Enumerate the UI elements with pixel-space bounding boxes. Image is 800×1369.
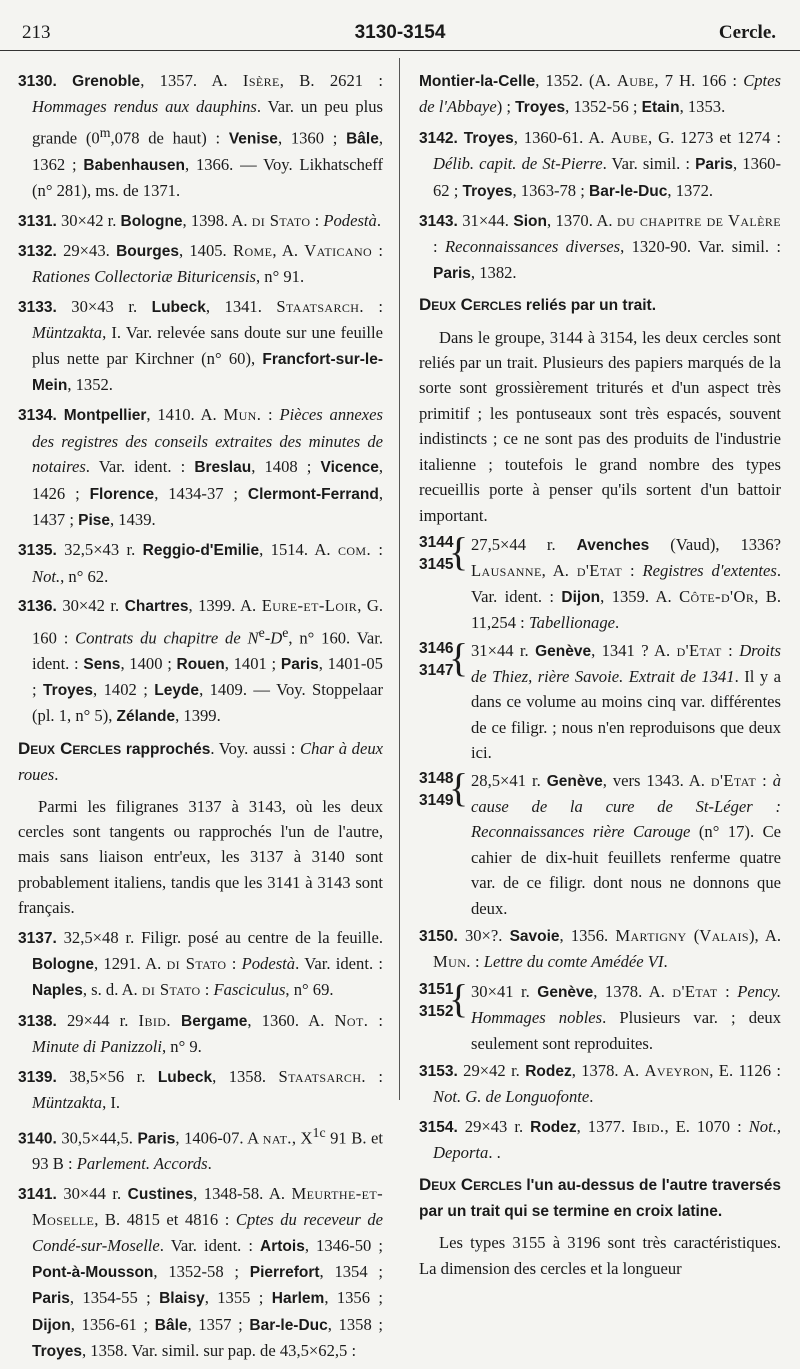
section-title: Cercle. xyxy=(718,22,776,43)
entry-3137: 3137. 32,5×48 r. Filigr. posé au centre de la feuille. Bologne, 1291. A. di Stato : Podestà. Var. ident. : Naples, s. d. A. di Stato : Fasciculus, n° 69. xyxy=(18,927,383,1000)
entry-3150: 3150. 30×?. Savoie, 1356. Martigny (Valais), A. Mun. : Lettre du comte Amédée VI. xyxy=(419,926,781,972)
entry-3142: 3142. Troyes, 1360-61. A. Aube, G. 1273 et 1274 : Délib. capit. de St-Pierre. Var. simil. : Paris, 1360-62 ; Troyes, 1363-78 ; Bar-le-Duc, 1372. xyxy=(419,127,781,200)
section-heading-rapproches: Deux Cercles rapprochés. Voy. aussi : Char à deux roues. xyxy=(18,738,383,785)
entry-3131: 3131. 30×42 r. Bologne, 1398. A. di Stato : Podestà. xyxy=(18,210,381,230)
page-header xyxy=(0,14,800,51)
entry-3139: 3139. 38,5×56 r. Lubeck, 1358. Staatsarch. : Müntzakta, I. xyxy=(18,1066,383,1113)
entry-3144-3145: 3144 3145 { 27,5×44 r. Avenches (Vaud), 1336? Lausanne, A. d'Etat : Registres d'extentes. Var. ident. : Dijon, 1359. A. Côte-d'Or, B. 11,254 : Tabellionage. xyxy=(419,528,782,633)
entry-3138: 3138. 29×44 r. Ibid. Bergame, 1360. A. Not. : Minute di Panizzoli, n° 9. xyxy=(18,1010,384,1057)
entry-3132: 3132. 29×43. Bourges, 1405. Rome, A. Vaticano : Rationes Collectoriæ Bituricensis, n° 91. xyxy=(18,240,383,287)
entry-3148-3149: 3148 3149 { 28,5×41 r. Genève, vers 1343. A. d'Etat : à cause de la cure de St-Léger : Reconnaissances rière Carouge (n° 17). Ce cahier de dix-huit feuillets renferme quatre var. de ce filigr. dont nous ne donnons que deux. xyxy=(419,764,782,918)
entry-3136: 3136. 30×42 r. Chartres, 1399. A. Eure-et-Loir, G. 160 : Contrats du chapitre de $N^e-De$, n° 160. Var. ident. : Sens, 1400 ; Rouen, 1401 ; Paris, 1401-05 ; Troyes, 1402 ; Leyde, 1409. — Voy. Stoppelaar (pl. 1, n° 5), Zélande, 1399. xyxy=(18,596,383,726)
page-number: 213 xyxy=(22,22,51,43)
intro-paragraph-croix-latine: Les types 3155 à 3196 sont très caractéristiques. La dimension des cercles et la longueur xyxy=(419,1233,781,1278)
column-divider xyxy=(399,58,400,1100)
entry-3134: 3134. Montpellier, 1410. A. Mun. : Pièces annexes des registres des conseils extraites des minutes de notaires. Var. ident. : Breslau, 1408 ; Vicence, 1426 ; Florence, 1434-37 ; Clermont-Ferrand, 1437 ; Pise, 1439. xyxy=(18,405,383,530)
entry-3133: 3133. 30×43 r. Lubeck, 1341. Staatsarch. : Müntzakta, I. Var. relevée sans doute sur une feuille plus nette par Kirchner (n° 60), Francfort-sur-le-Mein, 1352. xyxy=(18,296,384,394)
entry-3146-3147: 3146 3147 { 31×44 r. Genève, 1341 ? A. d'Etat : Droits de Thiez, rière Savoie. Extrait de 1341. Il y a dans ce volume au moins cinq var. différentes de ce filigr. ; nous n'en reproduisons que deux ici. xyxy=(419,634,781,763)
entry-3153: 3153. 29×42 r. Rodez, 1378. A. Aveyron, E. 1126 : Not. G. de Longuofonte. xyxy=(419,1061,782,1107)
right-column xyxy=(419,68,781,1285)
entry-range: 3130-3154 xyxy=(354,22,446,43)
entry-3143: 3143. 31×44. Sion, 1370. A. du chapitre de Valère : Reconnaissances diverses, 1320-90. Var. simil. : Paris, 1382. xyxy=(419,211,781,282)
entry-3130: 3130. Grenoble, 1357. A. Isère, B. 2621 : Hommages rendus aux dauphins. Var. un peu plus grande (0$^m$,078 de haut) : Venise, 1360 ; Bâle, 1362 ; Babenhausen, 1366. — Voy. Likhatscheff (n° 281), ms. de 1371. xyxy=(18,71,383,201)
entry-3135: 3135. 32,5×43 r. Reggio-d'Emilie, 1514. A. com. : Not., n° 62. xyxy=(18,540,384,586)
section-heading-croix-latine: Deux Cercles l'un au-dessus de l'autre traversés par un trait qui se termine en croix latine. xyxy=(419,1174,781,1221)
section-heading-relies: Deux Cercles reliés par un trait. xyxy=(419,295,657,315)
entry-3141: 3141. 30×44 r. Custines, 1348-58. A. Meurthe-et-Moselle, B. 4815 et 4816 : Cptes du receveur de Condé-sur-Moselle. Var. ident. : Artois, 1346-50 ; Pont-à-Mousson, 1352-58 ; Pierrefort, 1354 ; Paris, 1354-55 ; Blaisy, 1355 ; Harlem, 1356 ; Dijon, 1356-61 ; Bâle, 1357 ; Bar-le-Duc, 1358 ; Troyes, 1358. Var. simil. sur pap. de 43,5×62,5 : xyxy=(18,1183,384,1361)
entry-3141-continued: Montier-la-Celle, 1352. (A. Aube, 7 H. 166 : Cptes de l'Abbaye) ; Troyes, 1352-56 ; Etain, 1353. xyxy=(419,71,781,117)
intro-paragraph-relies: Dans le groupe, 3144 à 3154, les deux cercles sont reliés par un trait. Plusieurs des papiers marqués de la sorte sont grossièrement triturés et d'un aspect très primitif ; les pontuseaux sont très espacés, souvent indistincts ; ce ne sont pas des produits de l'industrie italienne ; toutefois le grand nombre des types recueillis porte à penser qu'ils sortent d'un battoir important. xyxy=(419,327,781,525)
intro-paragraph-rapproches: Parmi les filigranes 3137 à 3143, où les deux cercles sont tangents ou rapprochés l'un de l'autre, mais sans liaison entr'eux, les 3137 à 3140 sont probablement italiens, tandis que les 3141 à 3143 sont français. xyxy=(18,796,383,918)
entry-3151-3152: 3151 3152 { 30×41 r. Genève, 1378. A. d'Etat : Pency. Hommages nobles. Plusieurs var. ; deux seulement sont reproduites. xyxy=(419,975,781,1053)
entry-3140: 3140. 30,5×44,5. Paris, 1406-07. A nat., $X^{1c}$ 91 B. et 93 B : Parlement. Accords. xyxy=(18,1124,383,1174)
entry-3154: 3154. 29×43 r. Rodez, 1377. Ibid., E. 1070 : Not., Deporta. . xyxy=(419,1116,782,1163)
left-column xyxy=(18,68,383,1369)
